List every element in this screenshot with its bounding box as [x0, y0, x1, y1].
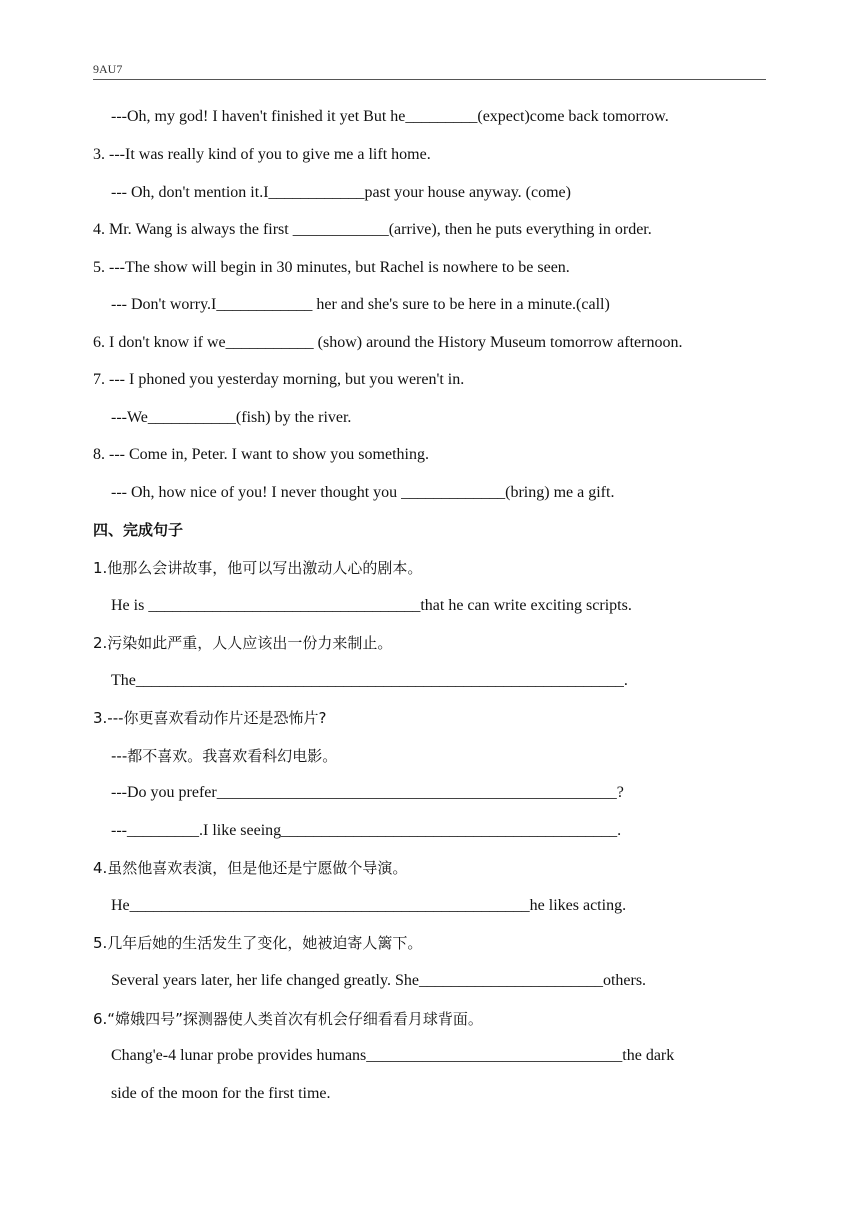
sentence-2-english: The_____________________________________________________________. [111, 672, 628, 689]
sentence-4-english: He__________________________________________________he likes acting. [111, 897, 627, 914]
question-3-answer-line: --- Oh, don't mention it.I____________past your house anyway. (come) [111, 184, 571, 201]
sentence-5-chinese: 5.几年后她的生活发生了变化，她被迫寄人篱下。 [93, 934, 423, 952]
question-6: 6. I don't know if we___________ (show) around the History Museum tomorrow afternoon. [93, 334, 683, 351]
question-5-prompt: 5. ---The show will begin in 30 minutes, but Rachel is nowhere to be seen. [93, 259, 570, 276]
header-divider [93, 79, 766, 80]
sentence-1-chinese: 1.他那么会讲故事，他可以写出激动人心的剧本。 [93, 559, 423, 577]
sentence-4-chinese: 4.虽然他喜欢表演，但是他还是宁愿做个导演。 [93, 859, 408, 877]
sentence-5-english: Several years later, her life changed greatly. She_______________________others. [111, 972, 647, 989]
sentence-3-english-b: ---_________.I like seeing__________________________________________. [111, 822, 622, 839]
question-3-prompt: 3. ---It was really kind of you to give me a lift home. [93, 146, 431, 163]
question-5-answer-line: --- Don't worry.I____________ her and she's sure to be here in a minute.(call) [111, 296, 610, 313]
sentence-6-english-b: side of the moon for the first time. [111, 1085, 331, 1102]
sentence-2-chinese: 2.污染如此严重，人人应该出一份力来制止。 [93, 634, 393, 652]
question-8-answer-line: --- Oh, how nice of you! I never thought you _____________(bring) me a gift. [111, 484, 615, 501]
question-2-answer-line: ---Oh, my god! I haven't finished it yet But he_________(expect)come back tomorrow. [111, 108, 669, 125]
sentence-3-english-a: ---Do you prefer__________________________________________________? [111, 784, 624, 801]
section-heading: 四、完成句子 [93, 521, 184, 539]
question-8-prompt: 8. --- Come in, Peter. I want to show you something. [93, 446, 429, 463]
sentence-3-chinese-a: 3.---你更喜欢看动作片还是恐怖片? [93, 709, 327, 727]
sentence-6-english-a: Chang'e-4 lunar probe provides humans________________________________the dark [111, 1047, 675, 1064]
sentence-3-chinese-b: ---都不喜欢。我喜欢看科幻电影。 [111, 747, 338, 765]
sentence-6-chinese: 6.“嫦娥四号”探测器使人类首次有机会仔细看看月球背面。 [93, 1010, 483, 1028]
header-label: 9AU7 [93, 62, 123, 76]
sentence-1-english: He is __________________________________that he can write exciting scripts. [111, 597, 632, 614]
question-7-prompt: 7. --- I phoned you yesterday morning, but you weren't in. [93, 371, 465, 388]
question-4: 4. Mr. Wang is always the first ____________(arrive), then he puts everything in order. [93, 221, 652, 238]
question-7-answer-line: ---We___________(fish) by the river. [111, 409, 352, 426]
